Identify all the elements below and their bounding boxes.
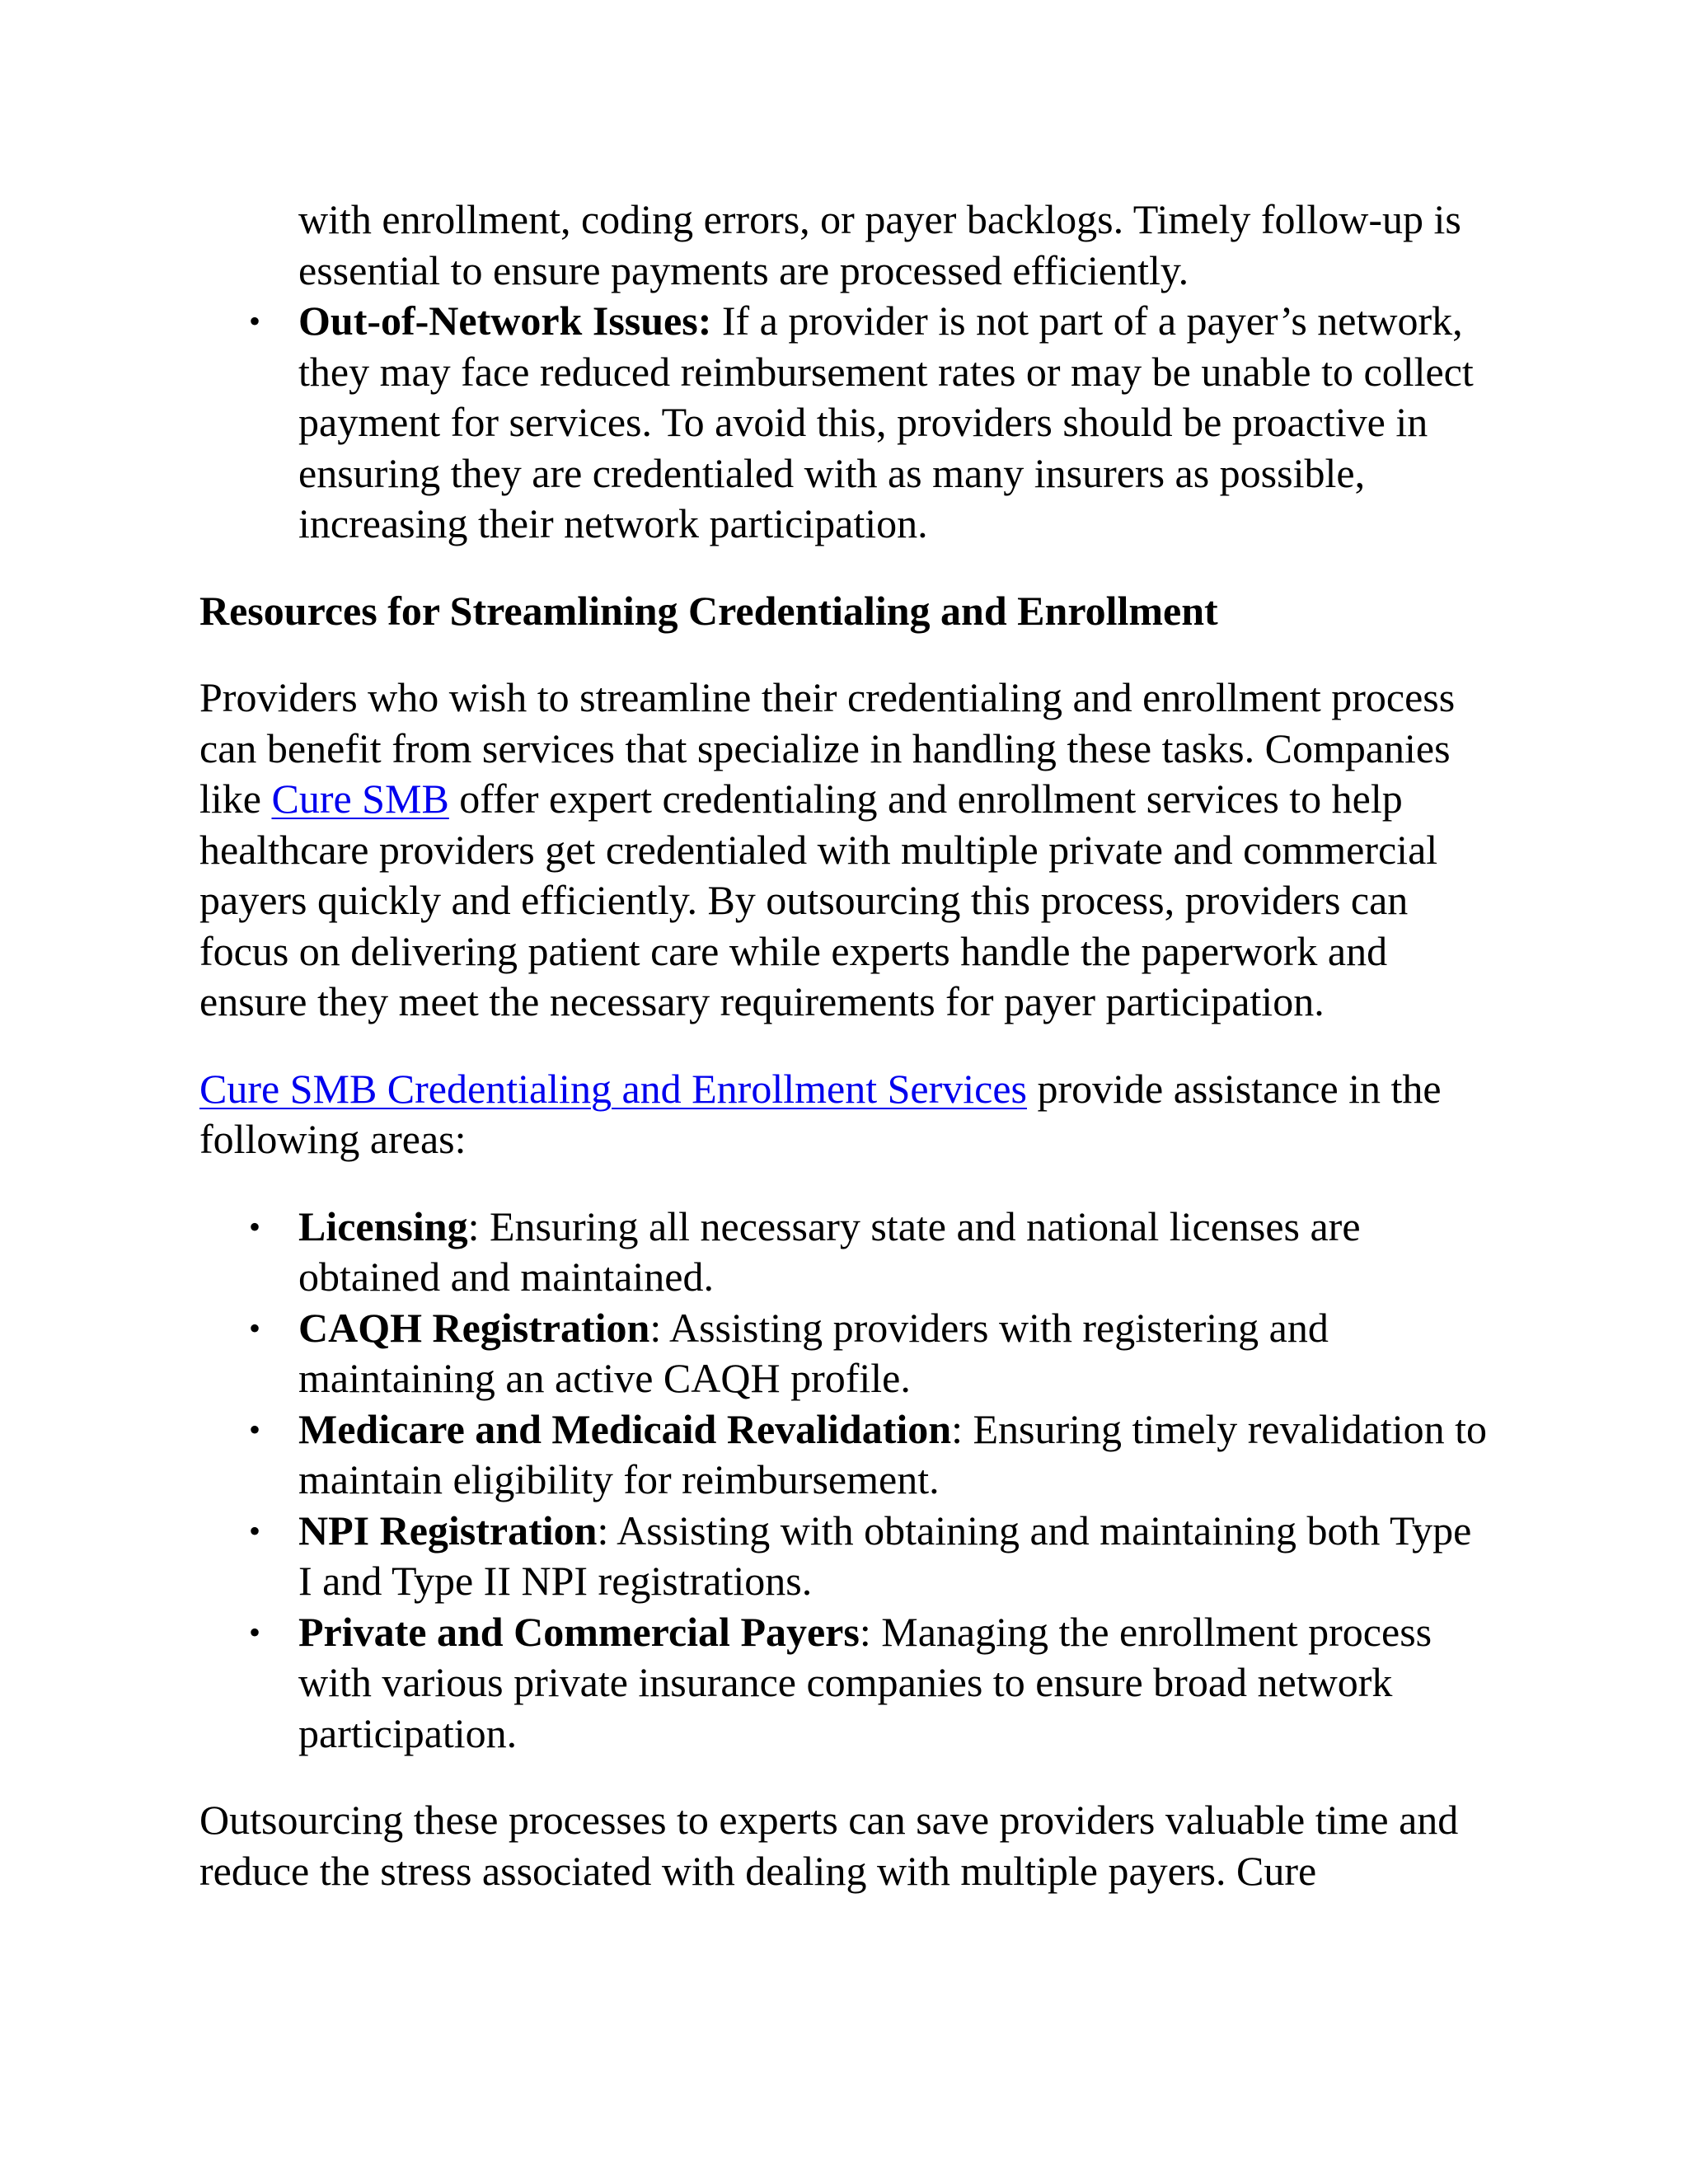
list-item-label: Licensing (298, 1202, 468, 1249)
list-item-label: NPI Registration (298, 1507, 598, 1554)
cure-smb-link[interactable]: Cure SMB (271, 776, 449, 822)
paragraph-text: Providers who wish to streamline their credentialing and enrollment process can benefit from services that specialize in handling these tasks. Companies like (199, 674, 1456, 822)
list-item-text: : Assisting with obtaining and maintaining both Type I and Type II NPI registrations. (298, 1507, 1472, 1604)
bullet-icon: • (249, 1511, 261, 1549)
list-item-text: : Ensuring timely revalidation to maintain eligibility for reimbursement. (298, 1405, 1487, 1502)
list-item (199, 1303, 1493, 1404)
list-item-text: : Ensuring all necessary state and national licenses are obtained and maintained. (298, 1202, 1361, 1300)
section-heading: Resources for Streamlining Credentialing and Enrollment (199, 587, 1218, 634)
issues-list (199, 296, 1493, 550)
list-item-text: : Managing the enrollment process with various private insurance companies to ensure broad network participation. (298, 1608, 1432, 1756)
list-item-label: Medicare and Medicaid Revalidation (298, 1405, 952, 1452)
bullet-icon: • (249, 1613, 261, 1651)
services-list (199, 1202, 1493, 1760)
paragraph-services-link (199, 1064, 1493, 1165)
bullet-icon: • (249, 1410, 261, 1448)
paragraph-outsourcing: Outsourcing these processes to experts can save providers valuable time and reduce the stress associated with dealing with multiple payers. Cure (199, 1797, 1459, 1894)
document-page (199, 194, 1493, 1896)
list-item (199, 1607, 1493, 1760)
list-item-label: Private and Commercial Payers (298, 1608, 860, 1655)
continued-list-item-text: with enrollment, coding errors, or payer backlogs. Timely follow-up is essential to ensure payments are processed efficiently. (298, 196, 1461, 293)
paragraph-text: offer expert credentialing and enrollment services to help healthcare providers get credentialed with multiple private and commercial payers quickly and efficiently. By outsourcing this process, providers can focus on delivering patient care while experts handle the paperwork and ensure they meet the necessary requirements for payer participation. (199, 776, 1438, 1024)
paragraph-text: provide assistance in the following areas: (199, 1065, 1442, 1162)
list-item (199, 1404, 1493, 1506)
bullet-icon: • (249, 1309, 261, 1347)
list-item-text: : Assisting providers with registering and maintaining an active CAQH profile. (298, 1304, 1329, 1401)
bullet-icon: • (249, 1207, 261, 1245)
paragraph-services-intro (199, 673, 1493, 1028)
list-item (199, 1202, 1493, 1303)
list-item-label: CAQH Registration (298, 1304, 650, 1351)
cure-smb-services-link[interactable]: Cure SMB Credentialing and Enrollment Services (199, 1065, 1027, 1112)
list-item-out-of-network (199, 296, 1493, 550)
list-item-label: Out-of-Network Issues: (298, 298, 712, 344)
bullet-icon: • (249, 302, 261, 340)
list-item-text: If a provider is not part of a payer’s network, they may face reduced reimbursement rates or may be unable to collect payment for services. To avoid this, providers should be proactive in ensuring they are credentialed with as many insurers as possible, increasing their network participation. (298, 298, 1474, 546)
list-item (199, 1506, 1493, 1607)
